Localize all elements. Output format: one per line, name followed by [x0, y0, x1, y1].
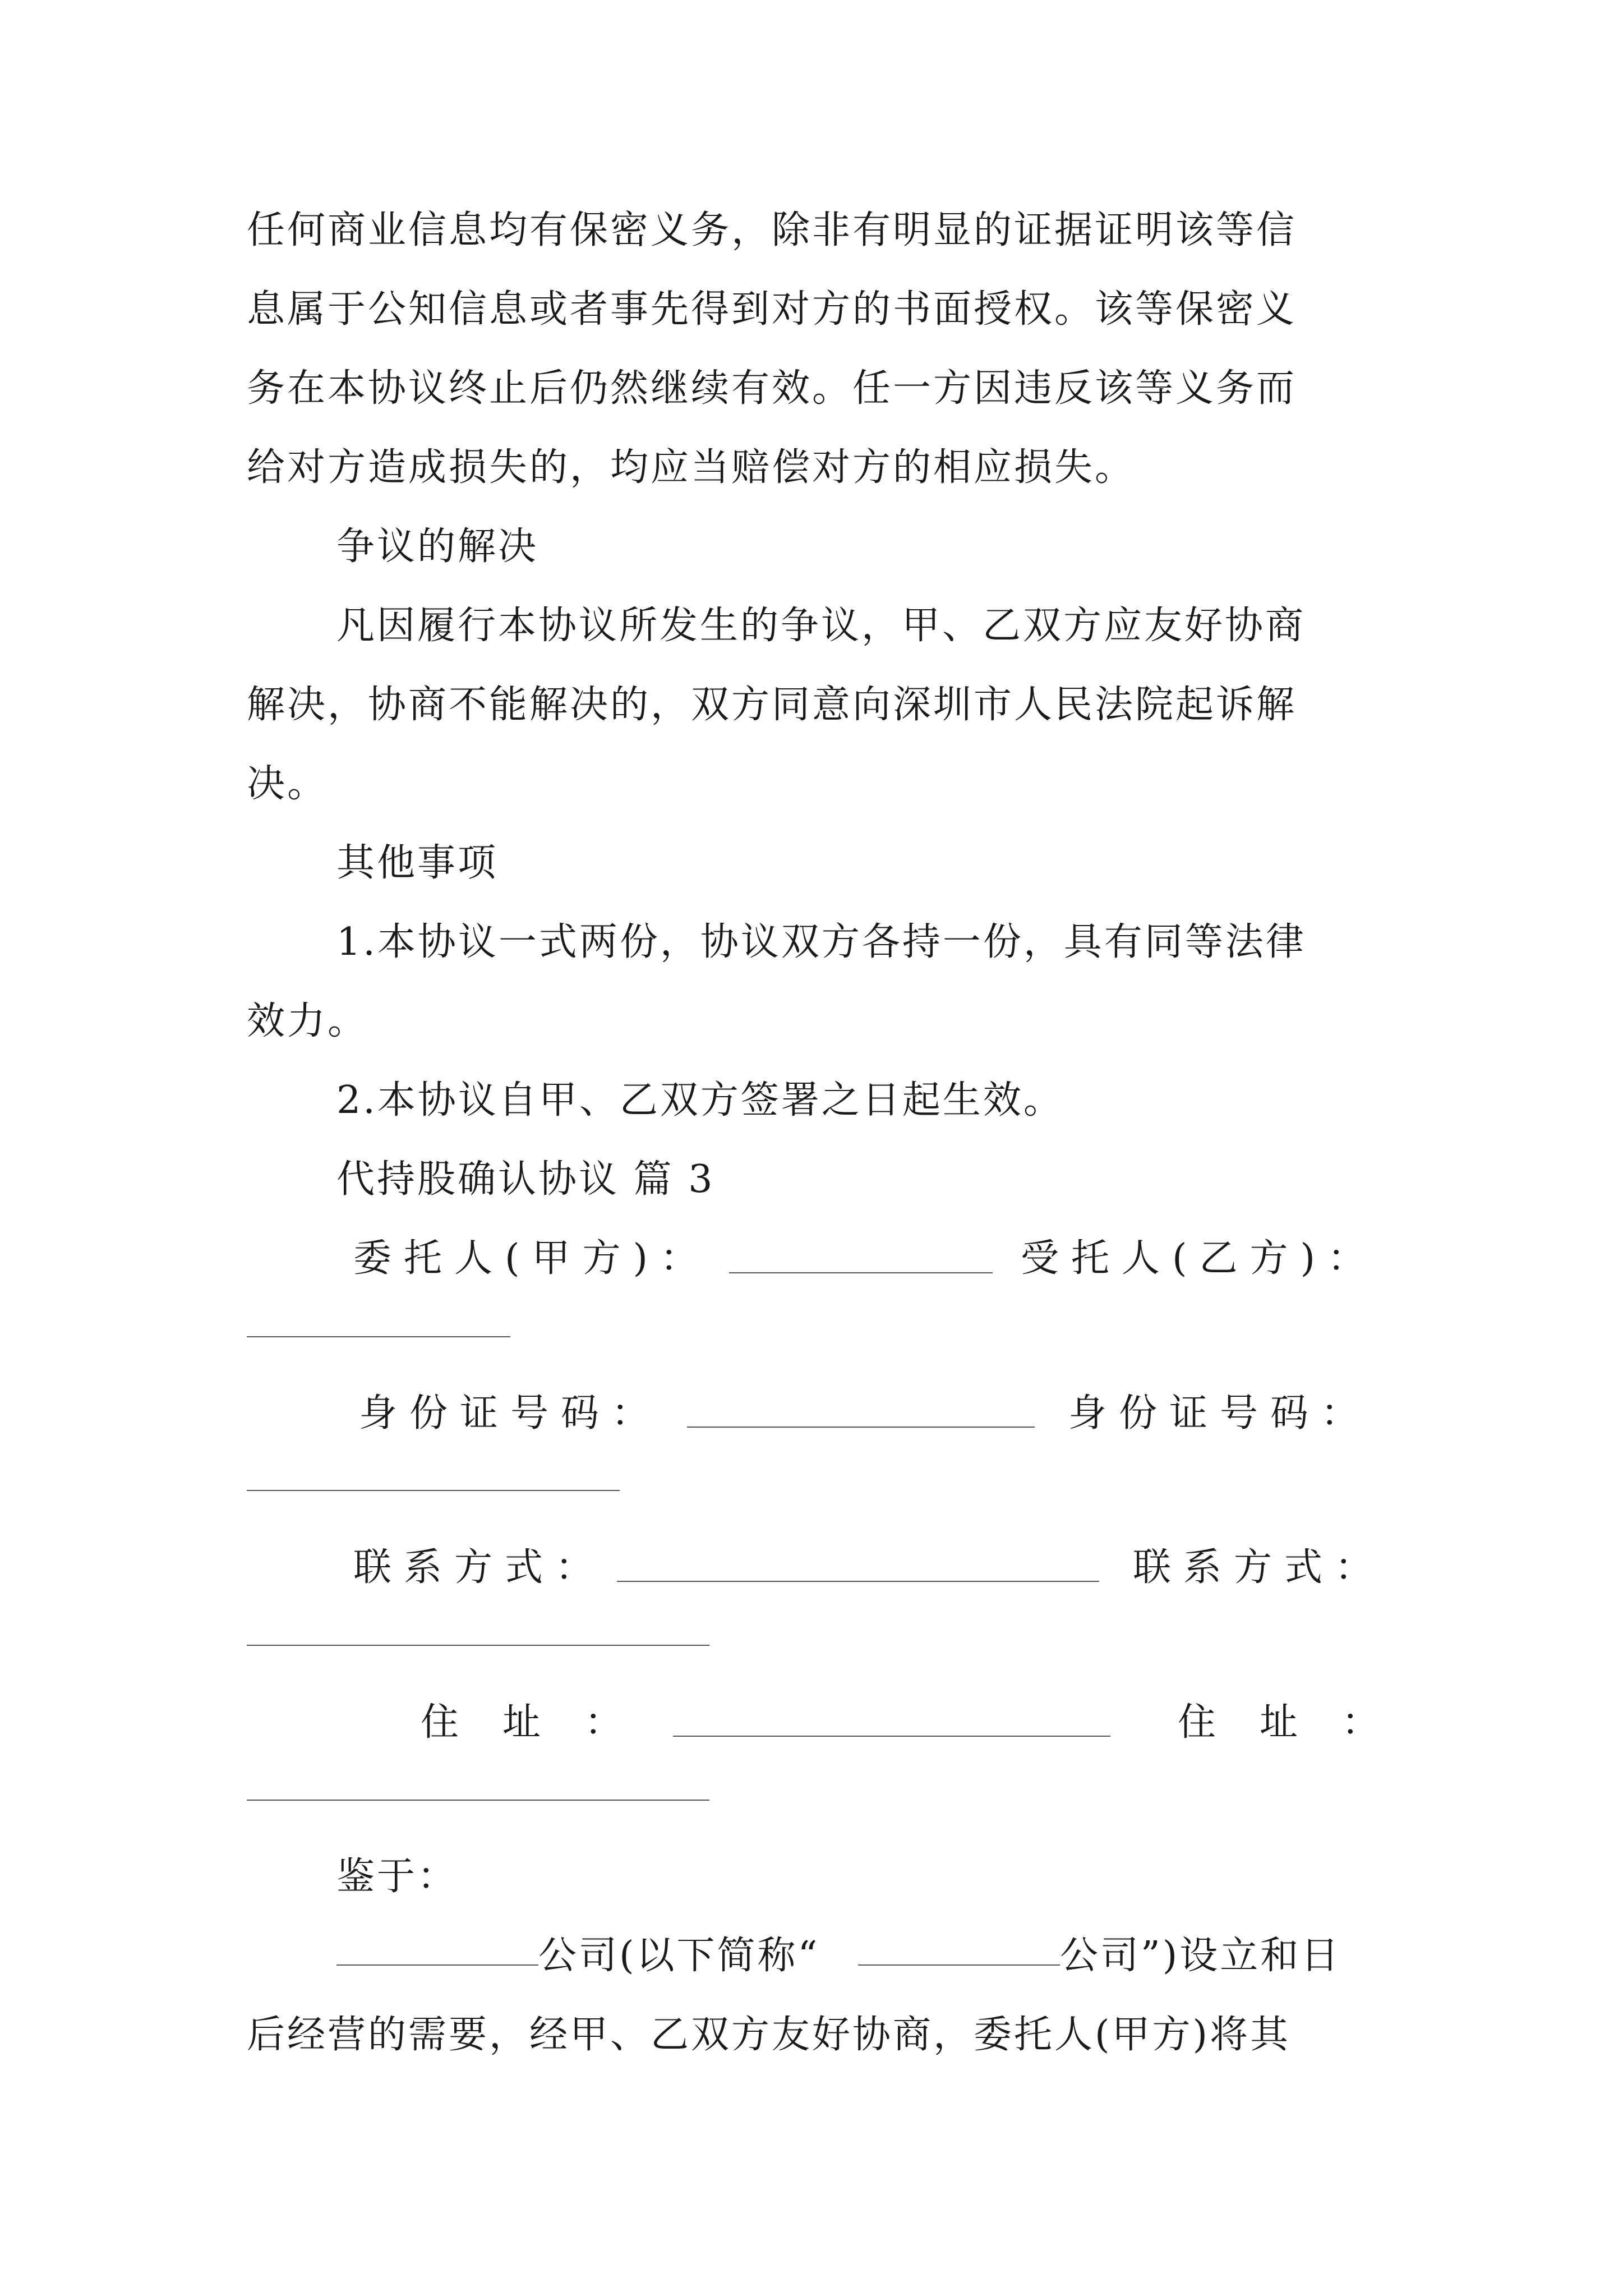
body-line: 公司(以下简称“ — [538, 1934, 820, 1978]
contact-label-a: 联系方式： — [353, 1545, 606, 1590]
section-heading: 争议的解决 — [336, 524, 539, 569]
body-line: 后经营的需要，经甲、乙双方友好协商，委托人(甲方)将其 — [247, 2013, 1291, 2057]
address-blank-b — [247, 1800, 709, 1801]
principal-blank — [729, 1272, 993, 1273]
id-blank-a — [687, 1427, 1035, 1428]
contact-blank-a — [617, 1581, 1099, 1582]
contact-blank-b — [247, 1645, 709, 1646]
body-line: 任何商业信息均有保密义务，除非有明显的证据证明该等信 — [247, 208, 1297, 252]
company-blank-a — [336, 1964, 538, 1966]
section-heading: 其他事项 — [336, 841, 499, 885]
trustee-label: 受托人(乙方)： — [1021, 1236, 1378, 1281]
address-blank-a — [673, 1736, 1110, 1737]
list-item-cont: 效力。 — [247, 999, 368, 1043]
address-label-a: 住址： — [421, 1700, 667, 1745]
body-line: 凡因履行本协议所发生的争议，甲、乙双方应友好协商 — [336, 604, 1306, 648]
id-blank-b — [247, 1490, 620, 1491]
whereas-heading: 鉴于： — [336, 1855, 458, 1899]
id-label-a: 身份证号码： — [359, 1391, 662, 1435]
body-line: 息属于公知信息或者事先得到对方的书面授权。该等保密义 — [247, 287, 1297, 332]
body-line: 务在本协议终止后仍然继续有效。任一方因违反该等义务而 — [247, 366, 1297, 411]
company-blank-b — [858, 1964, 1060, 1966]
body-line: 决。 — [247, 762, 328, 806]
trustee-blank — [247, 1336, 510, 1337]
list-item: 1.本协议一式两份，协议双方各持一份，具有同等法律 — [336, 920, 1306, 964]
contact-label-b: 联系方式： — [1133, 1545, 1386, 1590]
id-label-b: 身份证号码： — [1068, 1391, 1372, 1435]
body-line: 给对方造成损失的，均应当赔偿对方的相应损失。 — [247, 445, 1136, 490]
body-line: 公司”)设立和日 — [1060, 1934, 1341, 1978]
address-label-b: 住址： — [1178, 1700, 1424, 1745]
body-line: 解决，协商不能解决的，双方同意向深圳市人民法院起诉解 — [247, 683, 1297, 727]
principal-label: 委托人(甲方)： — [353, 1236, 711, 1281]
section-title: 代持股确认协议 篇 3 — [336, 1157, 715, 1202]
list-item: 2.本协议自甲、乙双方签署之日起生效。 — [336, 1078, 1064, 1122]
